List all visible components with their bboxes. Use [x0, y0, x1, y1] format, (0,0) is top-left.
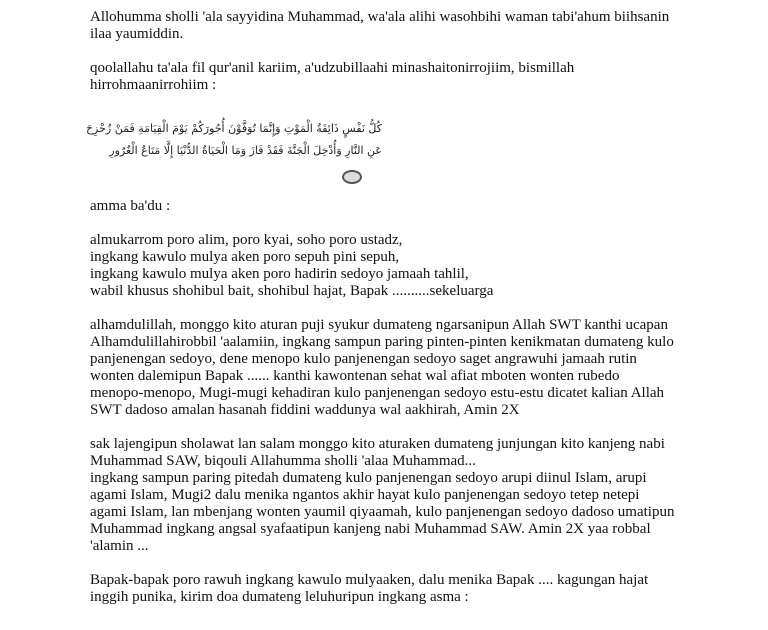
- sholawat-paragraph: sak lajengipun sholawat lan salam monggo kito aturaken dumateng junjungan kito kanjeng nabi Muhammad SAW, biqouli Allahumma sholli 'alaa Muhammad... ingkang sampun paring pitedah dumateng kulo panjenengan sedoyo arupi diinul Islam, arupi agami Islam, Mugi2 dalu menika ngantos akhir hayat kulo panjenengan sedoyo tetep netepi agami Islam, lan mbenjang wonten yaumil qiyaamah, kulo panjenengan sedoyo dadoso umatipun Muhammad ingkang angsal syafaatipun kanjeng nabi Muhammad SAW. Amin 2X yaa robbal 'alamin ...: [90, 436, 675, 554]
- document-page: [85, 9, 690, 606]
- arabic-verse-line-1: كُلُّ نَفْسٍ ذَائِقَةُ الْمَوْتِ وَإِنَّمَا تُوَفَّوْنَ أُجُورَكُمْ يَوْمَ الْقِيَامَةِ فَمَنْ زُحْزِحَ: [85, 122, 382, 135]
- ayah-end-marker-icon: [342, 170, 362, 184]
- arabic-verse-line-2: عَنِ النَّارِ وَأُدْخِلَ الْجَنَّةَ فَقَدْ فَازَ وَمَا الْحَيَاةُ الدُّنْيَا إِلَّا مَتَاعُ الْغُرُورِ: [109, 144, 382, 157]
- amma-badu: amma ba'du :: [90, 198, 171, 214]
- quran-intro: qoolallahu ta'ala fil qur'anil kariim, a'udzubillaahi minashaitonirrojiim, bismillah hirrohmaanirrohiim :: [90, 60, 575, 93]
- gratitude-paragraph: alhamdulillah, monggo kito aturan puji syukur dumateng ngarsanipun Allah SWT kanthi ucapan Alhamdulillahirobbil 'aalamiin, ingkang sampun paring pinten-pinten kenikmatan dumateng kulo panjenengan sedoyo, dene menopo kulo panjenengan sedoyo saget angrawuhi jamaah rutin wonten dalemipun Bapak ...... kanthi kawontenan sehat wal afiat mboten wonten rubedo menopo-menopo, Mugi-mugi kehadiran kulo panjenengan sedoyo estu-estu dicatet kalian Allah SWT dadoso amalan hasanah fiddini waddunya wal aakhirah, Amin 2X: [90, 317, 674, 418]
- greeting-honorifics: almukarrom poro alim, poro kyai, soho poro ustadz, ingkang kawulo mulya aken poro sepuh pini sepuh, ingkang kawulo mulya aken poro hadirin sedoyo jamaah tahlil, wabil khusus shohibul bait, shohibul hajat, Bapak ..........sekeluarga: [90, 232, 494, 299]
- hajat-paragraph: Bapak-bapak poro rawuh ingkang kawulo mulyaaken, dalu menika Bapak .... kagungan hajat inggih punika, kirim doa dumateng leluhuripun ingkang asma :: [90, 572, 649, 605]
- opening-salawat: Allohumma sholli 'ala sayyidina Muhammad, wa'ala alihi wasohbihi waman tabi'ahum biihsanin ilaa yaumiddin.: [90, 9, 670, 42]
- arabic-verse-image: [85, 118, 382, 188]
